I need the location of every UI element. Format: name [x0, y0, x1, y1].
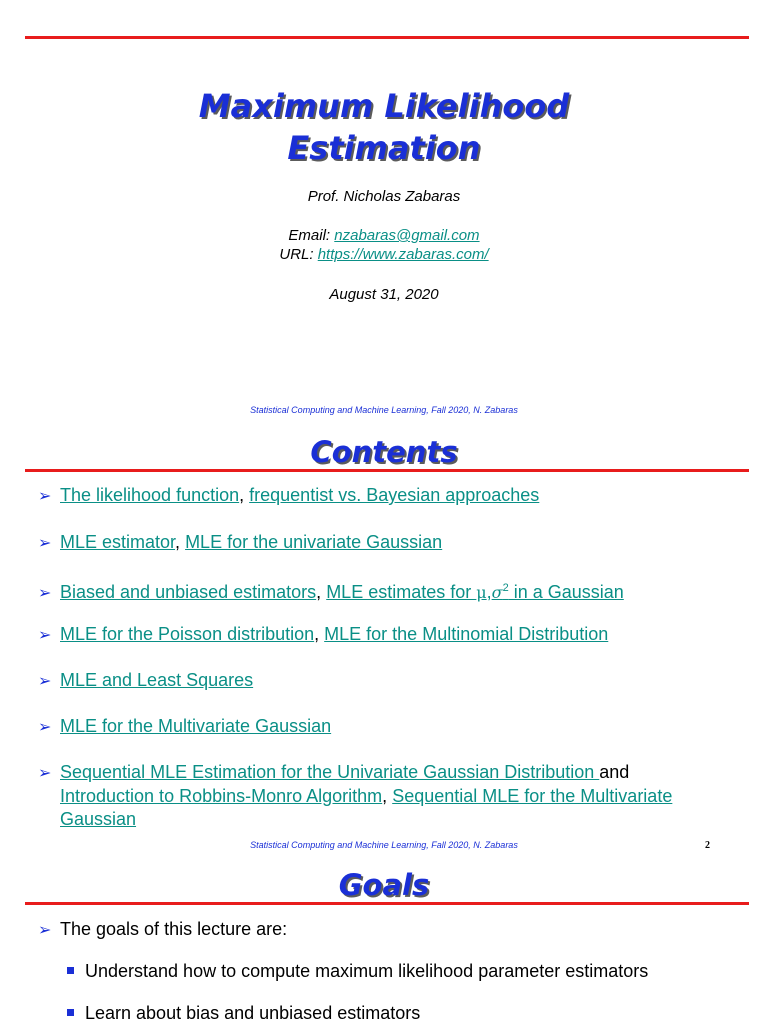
arrow-bullet-icon: ➢: [38, 627, 52, 644]
arrow-bullet-icon: ➢: [38, 922, 52, 939]
arrow-bullet-icon: ➢: [38, 585, 52, 602]
url-line: [0, 245, 768, 264]
separator: ,: [316, 582, 327, 602]
link-text-post: in a Gaussian: [508, 582, 624, 602]
email-label: Email:: [288, 227, 335, 244]
link-mle-estimates-gaussian[interactable]: [326, 582, 624, 602]
square-bullet-icon: [67, 967, 74, 974]
separator: ,: [314, 624, 325, 644]
arrow-bullet-icon: ➢: [38, 719, 52, 736]
slide1-title-line1: Maximum Likelihood: [198, 87, 570, 125]
link-sequential-mle-multivariate[interactable]: Sequential MLE for the Multivariate: [392, 786, 673, 806]
link-sequential-mle-multivariate-cont[interactable]: Gaussian: [60, 809, 137, 829]
goals-intro-text: The goals of this lecture are:: [60, 919, 288, 939]
square-bullet-icon: [67, 1009, 74, 1016]
goal-item-2: Learn about bias and unbiased estimators: [85, 1003, 421, 1023]
goals-rule: [25, 902, 749, 905]
slide1-title-line2: Estimation: [287, 129, 481, 167]
link-frequentist-bayesian[interactable]: frequentist vs. Bayesian approaches: [249, 485, 540, 505]
mu-symbol: μ: [476, 583, 487, 602]
contents-item-3: [38, 577, 738, 605]
arrow-bullet-icon: ➢: [38, 673, 52, 690]
email-link[interactable]: nzabaras@gmail.com: [334, 227, 480, 244]
url-link[interactable]: https://www.zabaras.com/: [317, 246, 489, 263]
goals-intro: [38, 918, 738, 942]
superscript: 2: [502, 582, 509, 594]
arrow-bullet-icon: ➢: [38, 488, 52, 505]
link-text-pre: MLE estimates for: [326, 582, 477, 602]
email-line: [0, 226, 768, 245]
separator: ,: [382, 786, 393, 806]
link-sequential-mle-univariate[interactable]: Sequential MLE Estimation for the Univariate Gaussian Distribution: [60, 762, 600, 782]
item-7-continuation: [38, 785, 738, 808]
separator: ,: [239, 485, 250, 505]
goals-title: Goals: [338, 868, 430, 902]
link-robbins-monro[interactable]: Introduction to Robbins-Monro Algorithm: [60, 786, 383, 806]
contents-item-7: [38, 761, 738, 831]
link-mle-estimator[interactable]: MLE estimator: [60, 532, 176, 552]
page-number: 2: [705, 840, 710, 851]
contents-title: Contents: [310, 435, 458, 469]
contents-item-1: [38, 484, 738, 508]
link-mle-least-squares[interactable]: MLE and Least Squares: [60, 670, 254, 690]
url-label: URL:: [279, 246, 318, 263]
link-mle-poisson[interactable]: MLE for the Poisson distribution: [60, 624, 315, 644]
and-text: and: [599, 762, 630, 782]
contents-item-6: [38, 715, 738, 739]
top-rule: [25, 36, 749, 39]
arrow-bullet-icon: ➢: [38, 535, 52, 552]
contents-item-5: [38, 669, 738, 693]
date: August 31, 2020: [329, 286, 439, 303]
author: Prof. Nicholas Zabaras: [307, 188, 461, 205]
comma: ,: [486, 582, 492, 602]
link-mle-multinomial[interactable]: MLE for the Multinomial Distribution: [324, 624, 609, 644]
link-likelihood-function[interactable]: The likelihood function: [60, 485, 240, 505]
contents-rule: [25, 469, 749, 472]
contents-item-2: [38, 531, 738, 555]
sigma-symbol: σ: [491, 583, 503, 602]
contents-item-4: [38, 623, 738, 647]
goal-item-1: Understand how to compute maximum likelihood parameter estimators: [85, 961, 649, 981]
slide2-footer: Statistical Computing and Machine Learning, Fall 2020, N. Zabaras: [250, 840, 518, 850]
link-mle-multivariate-gaussian[interactable]: MLE for the Multivariate Gaussian: [60, 716, 332, 736]
item-7-continuation-2: [38, 808, 738, 831]
arrow-bullet-icon: ➢: [38, 765, 52, 782]
slide1-footer: Statistical Computing and Machine Learning, Fall 2020, N. Zabaras: [250, 405, 518, 415]
link-biased-unbiased[interactable]: Biased and unbiased estimators: [60, 582, 317, 602]
link-mle-univariate-gaussian[interactable]: MLE for the univariate Gaussian: [185, 532, 443, 552]
separator: ,: [175, 532, 186, 552]
